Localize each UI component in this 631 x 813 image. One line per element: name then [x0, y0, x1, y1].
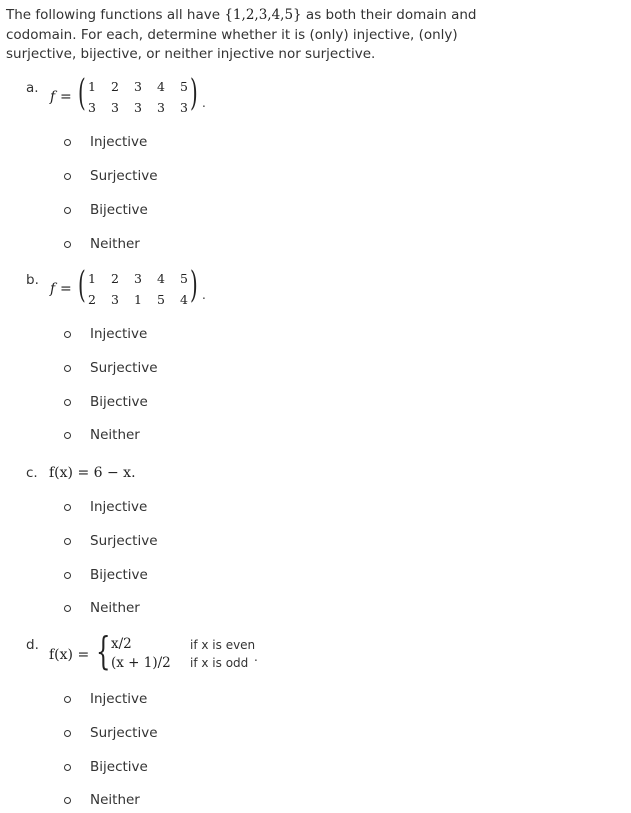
question-d-case2-cond: if x is odd [190, 656, 249, 670]
question-d-option-surjective[interactable] [64, 723, 158, 743]
question-a-option-surjective[interactable] [64, 166, 158, 186]
instructions [6, 6, 526, 65]
question-a-option-neither[interactable] [64, 234, 140, 254]
question-a-eq: = [60, 89, 72, 105]
option-label: Injective [90, 499, 148, 515]
question-b-period: . [202, 288, 206, 302]
question-a-top-3: 3 [134, 79, 142, 94]
question-d-lhs: f(x) = [49, 647, 90, 663]
question-b-bottom-3: 1 [134, 292, 142, 307]
question-b-right-paren: ) [190, 265, 198, 306]
question-c-option-injective[interactable] [64, 497, 147, 517]
option-label: Bijective [90, 759, 148, 775]
radio-button-icon[interactable] [64, 207, 71, 214]
question-c-option-neither[interactable] [64, 598, 140, 618]
question-a-left-paren: ( [78, 73, 86, 114]
option-label: Neither [90, 427, 140, 443]
question-d-option-bijective[interactable] [64, 757, 148, 777]
question-b-top-2: 2 [111, 271, 119, 286]
question-a-right-paren: ) [190, 73, 198, 114]
option-label: Injective [90, 326, 148, 342]
question-a-bottom-5: 3 [180, 100, 188, 115]
question-b-top-1: 1 [88, 271, 96, 286]
question-a-top-1: 1 [88, 79, 96, 94]
option-label: Bijective [90, 567, 148, 583]
instructions-lead: The following functions all have [6, 7, 225, 23]
option-label: Injective [90, 134, 148, 150]
option-label: Bijective [90, 394, 148, 410]
question-a-option-bijective[interactable] [64, 200, 148, 220]
radio-button-icon[interactable] [64, 764, 71, 771]
question-c-option-bijective[interactable] [64, 565, 148, 585]
question-b-letter: b. [26, 272, 39, 288]
question-a-period: . [202, 96, 206, 110]
question-a-top-2: 2 [111, 79, 119, 94]
question-a-top-4: 4 [157, 79, 165, 94]
option-label: Surjective [90, 533, 158, 549]
question-d-period: . [254, 650, 258, 664]
option-label: Neither [90, 792, 140, 808]
radio-button-icon[interactable] [64, 241, 71, 248]
domain-set: {1,2,3,4,5} [224, 7, 302, 23]
question-a-bottom-2: 3 [111, 100, 119, 115]
question-b-option-injective[interactable] [64, 324, 147, 344]
radio-button-icon[interactable] [64, 399, 71, 406]
question-d-option-neither[interactable] [64, 790, 140, 810]
radio-button-icon[interactable] [64, 572, 71, 579]
question-b-bottom-4: 5 [157, 292, 165, 307]
radio-button-icon[interactable] [64, 730, 71, 737]
question-c-option-surjective[interactable] [64, 531, 158, 551]
question-b-eq: = [60, 281, 72, 297]
question-d-case1-expr: x/2 [111, 636, 132, 652]
option-label: Surjective [90, 725, 158, 741]
option-label: Surjective [90, 360, 158, 376]
question-a-fn: f [50, 89, 56, 105]
question-b-bottom-1: 2 [88, 292, 96, 307]
radio-button-icon[interactable] [64, 173, 71, 180]
radio-button-icon[interactable] [64, 696, 71, 703]
question-b-top-4: 4 [157, 271, 165, 286]
radio-button-icon[interactable] [64, 139, 71, 146]
question-b-option-surjective[interactable] [64, 358, 158, 378]
question-b-top-3: 3 [134, 271, 142, 286]
question-b-option-neither[interactable] [64, 425, 140, 445]
question-a-option-injective[interactable] [64, 132, 147, 152]
question-c-letter: c. [26, 465, 38, 481]
radio-button-icon[interactable] [64, 797, 71, 804]
question-b-top-5: 5 [180, 271, 188, 286]
question-d-option-injective[interactable] [64, 689, 147, 709]
question-c-formula: f(x) = 6 − x. [49, 465, 136, 481]
question-a-bottom-3: 3 [134, 100, 142, 115]
question-b-bottom-2: 3 [111, 292, 119, 307]
option-label: Surjective [90, 168, 158, 184]
question-b-fn: f [50, 281, 56, 297]
question-b-option-bijective[interactable] [64, 392, 148, 412]
option-label: Injective [90, 691, 148, 707]
option-label: Neither [90, 236, 140, 252]
question-a-letter: a. [26, 80, 39, 96]
radio-button-icon[interactable] [64, 504, 71, 511]
question-b-left-paren: ( [78, 265, 86, 306]
option-label: Bijective [90, 202, 148, 218]
question-a-top-5: 5 [180, 79, 188, 94]
question-d-brace: { [96, 629, 111, 673]
instructions-rest: as both their domain and codomain. For each, determine whether it is (only) injective, (only) surjective, bijective, or neither injective nor surjective. [6, 7, 477, 62]
radio-button-icon[interactable] [64, 605, 71, 612]
radio-button-icon[interactable] [64, 432, 71, 439]
question-d-case2-expr: (x + 1)/2 [111, 655, 171, 671]
question-d-letter: d. [26, 637, 39, 653]
question-b-bottom-5: 4 [180, 292, 188, 307]
radio-button-icon[interactable] [64, 365, 71, 372]
option-label: Neither [90, 600, 140, 616]
radio-button-icon[interactable] [64, 538, 71, 545]
question-a-bottom-1: 3 [88, 100, 96, 115]
question-d-case1-cond: if x is even [190, 638, 256, 652]
question-a-bottom-4: 3 [157, 100, 165, 115]
radio-button-icon[interactable] [64, 331, 71, 338]
